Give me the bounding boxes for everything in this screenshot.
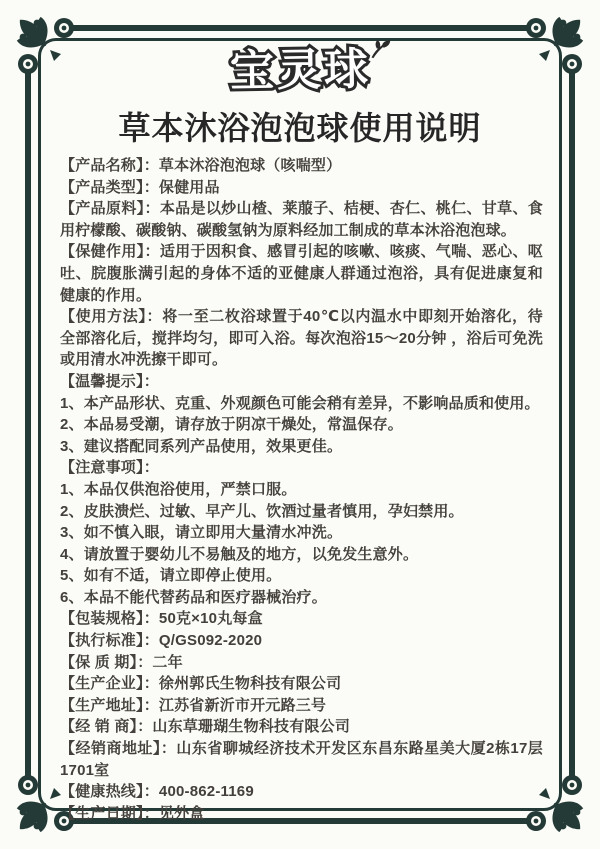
usage-method-line: 【使用方法】：将一至二枚浴球置于40℃以内温水中即刻开始溶化，待全部溶化后，搅拌均匀，即可入浴。每次泡浴15～20分钟 ，浴后可免洗或用清水冲洗擦干即可。 (60, 308, 543, 369)
ingredients-line: 【产品原料】：本品是以炒山楂、莱菔子、桔梗、杏仁、桃仁、甘草、食用柠檬酸、碳酸钠、碳酸氢钠为原料经加工制成的草本沐浴泡泡球。 (60, 200, 543, 239)
distributor-address-line: 【经销商地址】：山东省聊城经济技术开发区东昌东路星美大厦2栋17层1701室 (60, 740, 543, 779)
caution-2: 2、皮肤溃烂、过敏、早产儿、饮酒过量者慎用，孕妇禁用。 (60, 502, 464, 520)
caution-1: 1、本品仅供泡浴使用，严禁口服。 (60, 480, 297, 498)
warm-tip-1: 1、本产品形状、克重、外观颜色可能会稍有差异，不影响品质和使用。 (60, 394, 540, 412)
caution-3: 3、如不慎入眼，请立即用大量清水冲洗。 (60, 524, 343, 542)
standard-line: 【执行标准】：Q/GS092-2020 (60, 632, 263, 650)
caution-5: 5、如有不适，请立即停止使用。 (60, 567, 282, 585)
outer-border-left (25, 72, 31, 777)
cautions-heading: 【注意事项】： (60, 459, 159, 477)
production-date-line: 【生产日期】：见外盒 (60, 804, 205, 822)
warm-tip-2: 2、本品易受潮，请存放于阴凉干燥处，常温保存。 (60, 416, 403, 434)
warm-tip-3: 3、建议搭配同系列产品使用，效果更佳。 (60, 437, 343, 455)
manufacturer-line: 【生产企业】：徐州郭氏生物科技有限公司 (60, 675, 342, 693)
product-name-line: 【产品名称】：草本沐浴泡泡球（咳喘型） (60, 157, 342, 174)
warm-tips-heading: 【温馨提示】： (60, 372, 159, 390)
package-spec-line: 【包装规格】：50克×10丸每盒 (60, 610, 263, 628)
shelf-life-line: 【保 质 期】：二年 (60, 653, 183, 671)
health-function-line: 【保健作用】：适用于因积食、感冒引起的咳嗽、咳痰、气喘、恶心、呕吐、脘腹胀满引起的身体不适的亚健康人群通过泡浴，具有促进康复和健康的作用。 (60, 243, 543, 304)
caution-4: 4、请放置于婴幼儿不易触及的地方，以免发生意外。 (60, 545, 419, 563)
spec-list (60, 155, 543, 824)
caution-6: 6、本品不能代替药品和医疗器械治疗。 (60, 588, 327, 606)
outer-border-top (72, 25, 528, 31)
leaf-icon (365, 38, 391, 60)
factory-address-line: 【生产地址】：江苏省新沂市开元路三号 (60, 696, 327, 714)
page-title: 草本沐浴泡泡球使用说明 (118, 110, 482, 146)
hotline-line: 【健康热线】：400-862-1169 (60, 783, 254, 801)
outer-border-right (569, 72, 575, 777)
distributor-line: 【经 销 商】：山东草珊瑚生物科技有限公司 (60, 718, 351, 736)
product-type-line: 【产品类型】：保健用品 (60, 178, 220, 196)
brand-logo (0, 42, 600, 104)
brand-logo-text: 宝灵球 (229, 44, 371, 97)
